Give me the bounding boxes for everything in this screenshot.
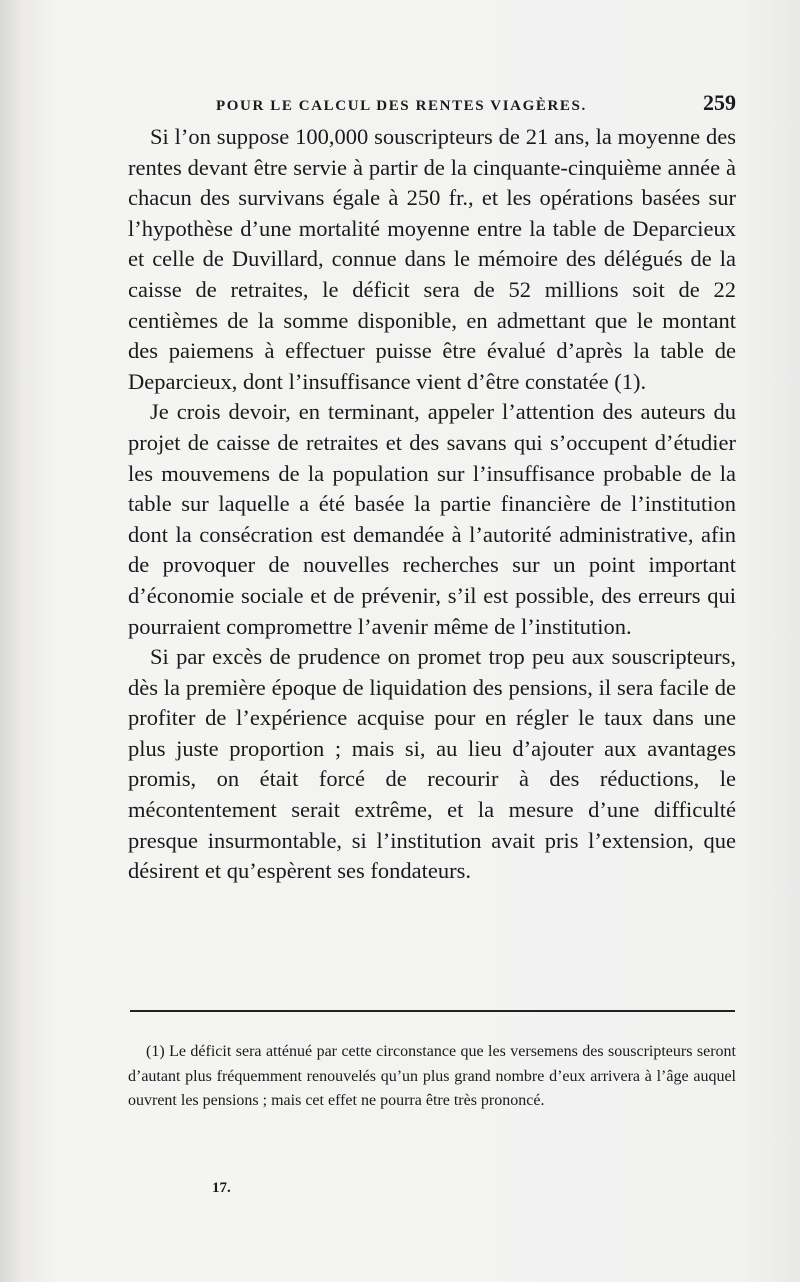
- body-text: [128, 122, 736, 887]
- footnote-text: (1) Le déficit sera atténué par cette circonstance que les versemens des souscripteurs seront d’autant plus fréquemment renouvelés qu’un plus grand nombre d’eux arrivera à l’âge auquel ouvrent les pensions ; mais cet effet ne pourra être très prononcé.: [128, 1043, 736, 1109]
- footnote: [128, 1040, 736, 1114]
- footnote-divider: [130, 1010, 735, 1012]
- signature-mark: 17.: [212, 1180, 231, 1196]
- running-head: [216, 90, 736, 116]
- paragraph-2: Je crois devoir, en terminant, appeler l’attention des auteurs du projet de caisse de retraites et des savans qui s’occupent d’étudier les mouvemens de la population sur l’insuffisance probable de la table sur laquelle a été basée la partie financière de l’institution dont la consécration est demandée à l’autorité administrative, afin de provoquer de nouvelles recherches sur un point important d’économie sociale et de prévenir, s’il est possible, des erreurs qui pourraient compromettre l’avenir même de l’institution.: [128, 399, 736, 639]
- paragraph-1: Si l’on suppose 100,000 souscripteurs de 21 ans, la moyenne des rentes devant être servie à partir de la cinquante-cinquième année à chacun des survivans égale à 250 fr., et les opérations basées sur l’hypothèse d’une mortalité moyenne entre la table de Deparcieux et celle de Duvillard, connue dans le mémoire des délégués de la caisse de retraites, le déficit sera de 52 millions soit de 22 centièmes de la somme disponible, en admettant que le montant des paiemens à effectuer puisse être évalué d’après la table de Deparcieux, dont l’insuffisance vient d’être constatée (1).: [128, 124, 736, 394]
- paragraph-3: Si par excès de prudence on promet trop peu aux souscripteurs, dès la première époque de liquidation des pensions, il sera facile de profiter de l’expérience acquise pour en régler le taux dans une plus juste proportion ; mais si, au lieu d’ajouter aux avantages promis, on était forcé de recourir à des réductions, le mécontentement serait extrême, et la mesure d’une difficulté presque insurmontable, si l’institution avait pris l’extension, que désirent et qu’espèrent ses fondateurs.: [128, 644, 736, 884]
- running-title: POUR LE CALCUL DES RENTES VIAGÈRES.: [216, 98, 587, 114]
- page-number: 259: [703, 90, 736, 115]
